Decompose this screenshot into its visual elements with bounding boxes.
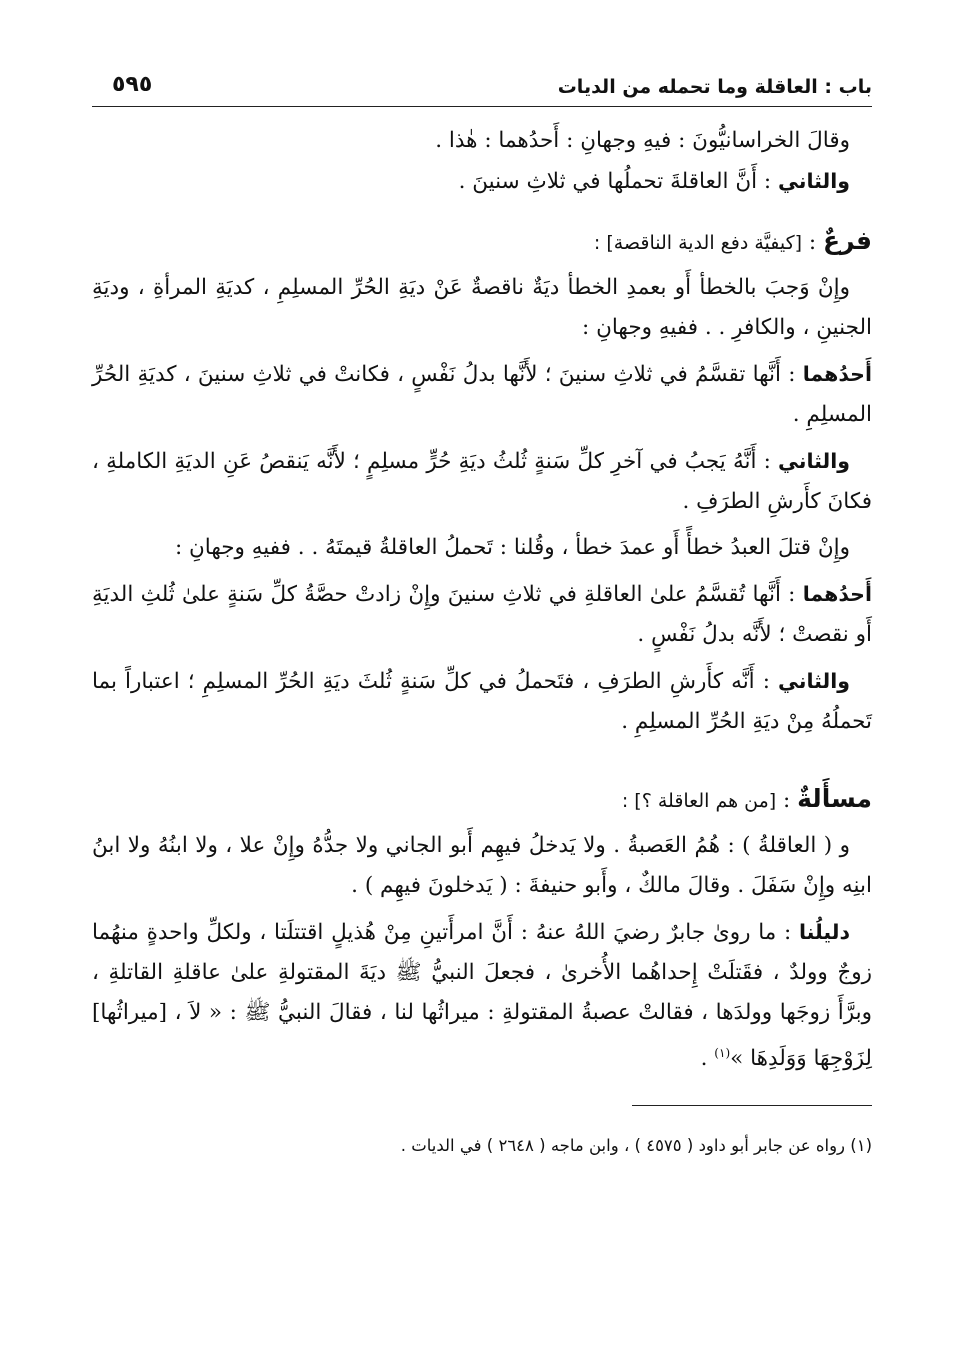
- footnote: [92, 1130, 872, 1162]
- lead-word: أَحدُهما: [802, 582, 872, 606]
- paragraph-second-view: [92, 161, 872, 202]
- heading-separator: :: [776, 788, 798, 813]
- heading-label: فرعٌ: [823, 226, 872, 255]
- paragraph-text: : أَنَّهُ يَجبُ في آخرِ كلِّ سَنةٍ ثُلثُ ديَةِ حُرٍّ مسلِمٍ ؛ لأَنَّه يَنقصُ عَنِ الديَةِ الكاملةِ ، فكانَ كأَرشِ الطرَفِ .: [92, 449, 872, 514]
- chapter-title: باب : العاقلة وما تحمله من الديات: [557, 76, 872, 98]
- page-number: ٥٩٥: [112, 72, 153, 97]
- lead-word: أَحدُهما: [802, 362, 872, 386]
- paragraph-first-view: [92, 354, 872, 435]
- footnote-marker[interactable]: (١): [714, 1046, 731, 1060]
- paragraph-text: : أَنَّ العاقلةَ تحملُها في ثلاثِ سنينَ .: [458, 169, 779, 194]
- paragraph-text: : ما روىٰ جابرٌ رضيَ اللهُ عنهُ : أَنَّ امرأَتينِ مِنْ هُذيلٍ اقتتلَتا ، ولكلِّ واحدةٍ منهُما زوجٌ وولدٌ ، فقَتلَتْ إِحداهُما الأُخرىٰ ، فجعلَ النبيُّ ﷺ ديَةَ المقتولةِ علىٰ عاقلةِ القاتلةِ ، وبرَّأَ زوجَها وولدَها ، فقالتْ عصبةُ المقتولةِ : ميراثُها لنا ، فقالَ النبيُّ ﷺ : « لاَ ، [ميراثُها] لِزَوْجِهَا وَوَلَدِهَا »: [92, 920, 872, 1072]
- paragraph-text: و ( العاقلةُ ) : هُمُ العَصبةُ . ولا يَدخلُ فيهِم أَبو الجاني ولا جدُّهُ وإِنْ علا ، ولا ابنُهُ ولا ابنُ ابنِه وإِنْ سَفَلَ . وقالَ مالكٌ ، وأَبو حنيفةَ : ( يَدخلونَ فيهِم ) .: [92, 833, 872, 898]
- paragraph-first-view: [92, 574, 872, 655]
- paragraph-text: : أَنَّها تُقسَّمُ علىٰ العاقلةِ في ثلاثِ سنينَ وإِنْ زادتْ حصَّةُ كلِّ سَنةٍ علىٰ ثُلثِ الديَةِ أَو نقصتْ ؛ لأَنَّه بدلُ نَفْسٍ .: [92, 582, 872, 647]
- paragraph-slave: [92, 528, 872, 568]
- paragraph-text: : أَنَّها تقسَّمُ في ثلاثِ سنينَ ؛ لأَنَّها بدلُ نَفْسٍ ، فكانتْ في ثلاثِ سنينَ ، كديَةِ الحُرِّ المسلِمِ .: [92, 362, 872, 427]
- paragraph-second-view: [92, 441, 872, 522]
- footnote-text: (١) رواه عن جابر أبو داود ( ٤٥٧٥ ) ، وابن ماجه ( ٢٦٤٨ ) في الديات .: [400, 1136, 872, 1156]
- section-heading-masala: [92, 778, 872, 822]
- running-header: [92, 70, 872, 107]
- lead-word: والثاني: [778, 669, 850, 693]
- heading-subtitle: [كيفيَّة دفع الدية الناقصة] :: [593, 232, 803, 254]
- paragraph-text: : أَنَّه كأَرشِ الطرَفِ ، فتَحملُ في كلِّ سَنةٍ ثُلثَ ديَةِ الحُرِّ المسلِمِ ؛ اعتباراً بما تَحملُهُ مِنْ ديَةِ الحُرِّ المسلِمِ .: [92, 669, 872, 734]
- paragraph-end: .: [700, 1046, 715, 1072]
- paragraph-second-view: [92, 661, 872, 742]
- lead-word: والثاني: [778, 449, 850, 473]
- paragraph-text: وإِنْ قتلَ العبدُ خطأً أَو عمدَ خطأ ، وقُلنا : تَحملُ العاقلةُ قيمتَهُ . . ففيهِ وجهانِ :: [174, 535, 850, 560]
- paragraph-text: وإِنْ وَجبَ بالخطأ أَو بعمدِ الخطأ ديَةٌ ناقصةٌ عَنْ ديَةِ الحُرِّ المسلِمِ ، كديَةِ المرأةِ ، وديَةِ الجنينِ ، والكافرِ . . ففيهِ وجهانِ :: [92, 275, 872, 340]
- lead-word: والثاني: [778, 169, 850, 193]
- heading-subtitle: [من هم العاقلة ؟] :: [621, 790, 777, 812]
- heading-label: مسأَلةٌ: [797, 784, 872, 813]
- paragraph-deficient-diya: [92, 268, 872, 348]
- paragraph-evidence: [92, 912, 872, 1079]
- document-page: [92, 70, 872, 1179]
- section-heading-far: [92, 220, 872, 264]
- paragraph-aqila-definition: [92, 826, 872, 906]
- paragraph-khurasani: [92, 121, 872, 161]
- lead-word: دليلُنا: [798, 920, 850, 944]
- footnote-divider: [632, 1105, 872, 1106]
- paragraph-text: وقالَ الخراسانيُّونَ : فيهِ وجهانِ : أَحدُهما : هٰذا .: [435, 128, 850, 153]
- heading-separator: :: [802, 230, 823, 255]
